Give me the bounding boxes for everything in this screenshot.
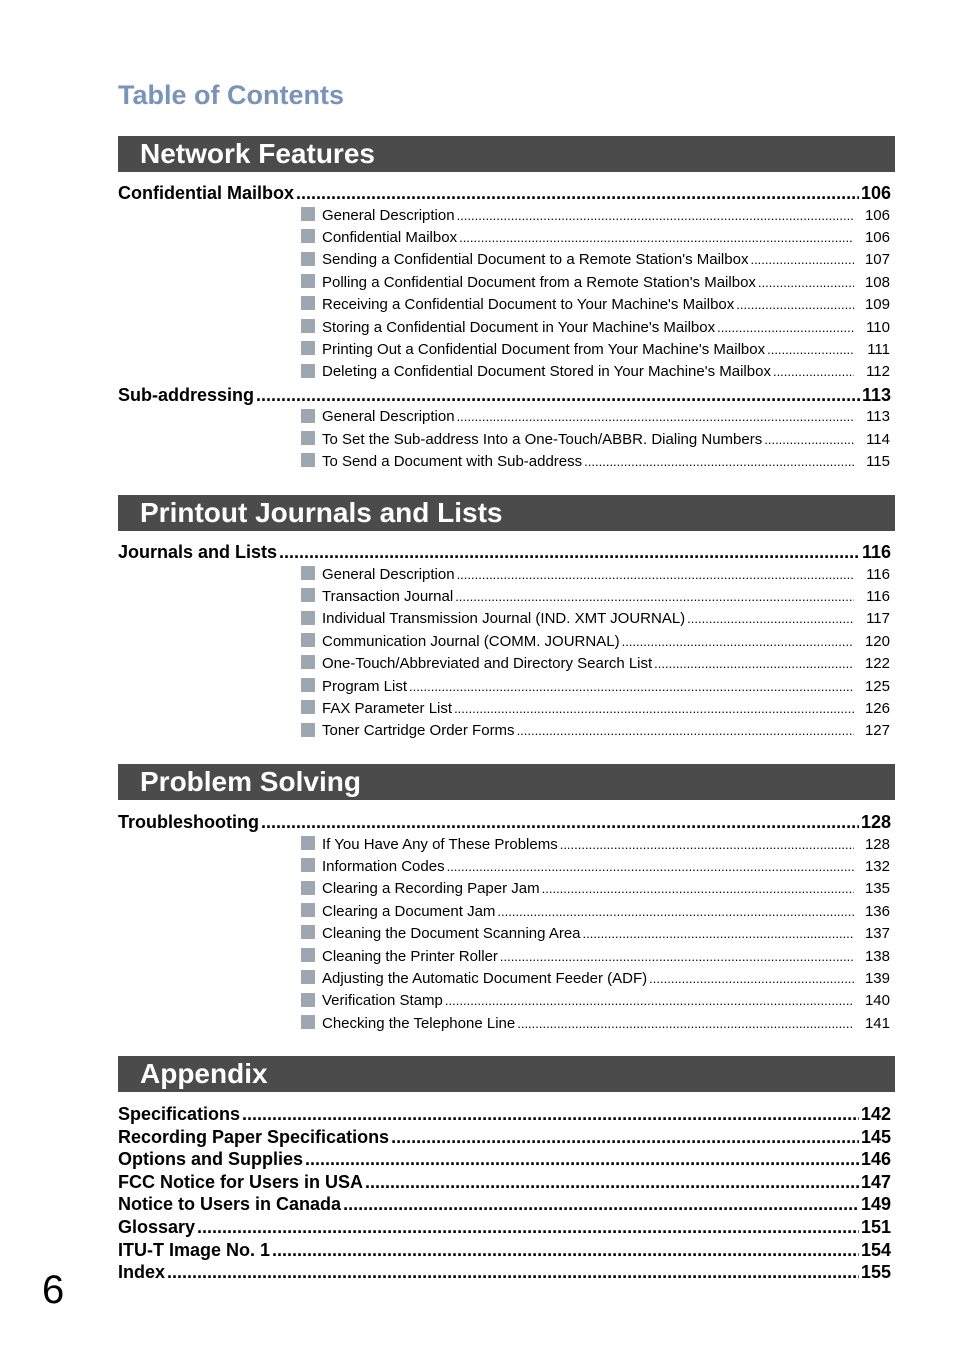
toc-entry[interactable] <box>118 1193 891 1216</box>
toc-entry-title: Index <box>118 1262 166 1283</box>
toc-subentry-title: Printing Out a Confidential Document from Your Machine's Mailbox <box>322 340 766 358</box>
square-bullet-icon <box>301 970 315 984</box>
toc-subentry-page: 111 <box>867 340 890 358</box>
toc-entry[interactable] <box>118 182 891 205</box>
square-bullet-icon <box>301 858 315 872</box>
dot-leader <box>391 1126 859 1149</box>
toc-subentry-title: Cleaning the Document Scanning Area <box>322 925 581 943</box>
section-header: Problem Solving <box>118 764 895 800</box>
toc-subentry-page: 116 <box>866 565 890 583</box>
toc-subentry-page: 138 <box>864 947 890 965</box>
square-bullet-icon <box>301 836 315 850</box>
dot-leader <box>256 384 860 407</box>
section-header: Network Features <box>118 136 895 172</box>
toc-subentry[interactable] <box>301 856 890 878</box>
square-bullet-icon <box>301 1015 315 1029</box>
dot-leader <box>750 249 854 271</box>
toc-subentry-page: 132 <box>864 857 890 875</box>
dot-leader <box>455 586 854 608</box>
toc-subentry-title: Receiving a Confidential Document to Your Machine's Mailbox <box>322 296 735 314</box>
toc-entry[interactable] <box>118 811 891 834</box>
dot-leader <box>445 990 854 1012</box>
dot-leader <box>454 698 854 720</box>
toc-subentry[interactable] <box>301 834 890 856</box>
toc-entry[interactable] <box>118 1239 891 1262</box>
toc-entry[interactable] <box>118 541 891 564</box>
toc-subentry-page: 135 <box>864 880 890 898</box>
dot-leader <box>261 811 859 834</box>
toc-entry[interactable] <box>118 1261 891 1284</box>
dot-leader <box>736 294 854 316</box>
toc-subentry-title: Storing a Confidential Document in Your Machine's Mailbox <box>322 318 716 336</box>
toc-entry-title: Recording Paper Specifications <box>118 1126 390 1147</box>
square-bullet-icon <box>301 588 315 602</box>
toc-entry[interactable] <box>118 1148 891 1171</box>
toc-entry-title: Troubleshooting <box>118 812 259 832</box>
toc-subentry-title: Deleting a Confidential Document Stored in Your Machine's Mailbox <box>322 363 771 381</box>
toc-entry-title: Sub-addressing <box>118 384 255 405</box>
toc-subentry-page: 116 <box>866 587 890 605</box>
toc-subentry-page: 139 <box>864 969 890 987</box>
dot-leader <box>717 317 854 339</box>
toc-subentry-title: Individual Transmission Journal (IND. XMT JOURNAL) <box>322 610 686 628</box>
dot-leader <box>457 406 854 428</box>
toc-subentry-title: Sending a Confidential Document to a Remote Station's Mailbox <box>322 251 749 269</box>
dot-leader <box>296 182 859 205</box>
toc-entry[interactable] <box>118 1216 891 1239</box>
toc-subentry-page: 107 <box>864 251 890 269</box>
toc-subentry-page: 136 <box>864 902 890 920</box>
dot-leader <box>457 564 854 586</box>
toc-entry-page: 155 <box>860 1262 891 1283</box>
dot-leader <box>654 653 854 675</box>
page-title: Table of Contents <box>118 80 344 110</box>
dot-leader <box>447 856 854 878</box>
toc-subentry-title: If You Have Any of These Problems <box>322 835 558 853</box>
toc-subentry-title: Checking the Telephone Line <box>322 1014 516 1032</box>
dot-leader <box>687 608 854 630</box>
toc-subentry-title: Transaction Journal <box>322 587 454 605</box>
toc-subentry[interactable] <box>301 249 890 271</box>
toc-entry-title: Specifications <box>118 1104 241 1124</box>
toc-subentry-title: Communication Journal (COMM. JOURNAL) <box>322 632 620 650</box>
toc-subentry[interactable] <box>301 294 890 316</box>
dot-leader <box>457 205 854 227</box>
square-bullet-icon <box>301 633 315 647</box>
square-bullet-icon <box>301 431 315 445</box>
toc-subentry-title: Toner Cartridge Order Forms <box>322 722 515 740</box>
dot-leader <box>767 339 854 361</box>
section-problem-solving <box>118 764 895 1035</box>
square-bullet-icon <box>301 364 315 378</box>
dot-leader <box>279 541 860 564</box>
toc-entry-title: Options and Supplies <box>118 1149 304 1170</box>
square-bullet-icon <box>301 678 315 692</box>
square-bullet-icon <box>301 723 315 737</box>
toc-subentry[interactable] <box>301 451 890 473</box>
page-number: 6 <box>42 1268 65 1312</box>
toc-subentry-page: 140 <box>864 992 890 1010</box>
toc-subentry-page: 106 <box>864 228 890 246</box>
toc-entry-page: 128 <box>860 812 891 832</box>
toc-entry-page: 145 <box>860 1126 891 1147</box>
dot-leader <box>497 901 854 923</box>
dot-leader <box>764 429 854 451</box>
toc-subentry-title: Program List <box>322 677 408 695</box>
square-bullet-icon <box>301 319 315 333</box>
dot-leader <box>517 1013 854 1035</box>
toc-entry-page: 149 <box>860 1194 891 1215</box>
toc-subentry-page: 126 <box>864 699 890 717</box>
square-bullet-icon <box>301 925 315 939</box>
square-bullet-icon <box>301 903 315 917</box>
toc-subentry[interactable] <box>301 923 890 945</box>
toc-subentry-title: General Description <box>322 565 455 583</box>
square-bullet-icon <box>301 229 315 243</box>
toc-subentry-page: 117 <box>866 610 890 628</box>
toc-subentry[interactable] <box>301 1013 890 1035</box>
dot-leader <box>305 1148 859 1171</box>
dot-leader <box>459 227 854 249</box>
dot-leader <box>758 272 854 294</box>
toc-subentry-page: 128 <box>864 835 890 853</box>
toc-subentry[interactable] <box>301 878 890 900</box>
toc-subentry[interactable] <box>301 272 890 294</box>
toc-entry-title: Notice to Users in Canada <box>118 1194 342 1215</box>
dot-leader <box>584 451 854 473</box>
square-bullet-icon <box>301 207 315 221</box>
square-bullet-icon <box>301 700 315 714</box>
toc-entry-page: 142 <box>860 1104 891 1124</box>
toc-subentry[interactable] <box>301 564 890 586</box>
toc-subentry[interactable] <box>301 317 890 339</box>
toc-entry-title: FCC Notice for Users in USA <box>118 1171 364 1192</box>
toc-entry[interactable] <box>118 384 891 407</box>
toc-subentry-title: Cleaning the Printer Roller <box>322 947 498 965</box>
toc-subentry-title: Adjusting the Automatic Document Feeder (ADF) <box>322 969 648 987</box>
dot-leader <box>649 968 854 990</box>
toc-entry-page: 113 <box>861 384 891 405</box>
toc-subentry-page: 110 <box>866 318 890 336</box>
square-bullet-icon <box>301 296 315 310</box>
toc-subentry-page: 106 <box>864 206 890 224</box>
toc-subentry-page: 137 <box>864 925 890 943</box>
toc-entry-page: 106 <box>860 183 891 203</box>
toc-subentry-page: 109 <box>864 296 890 314</box>
toc-subentry[interactable] <box>301 227 890 249</box>
square-bullet-icon <box>301 611 315 625</box>
toc-subentry[interactable] <box>301 990 890 1012</box>
square-bullet-icon <box>301 881 315 895</box>
section-appendix <box>118 1056 895 1284</box>
toc-entry-page: 147 <box>860 1171 891 1192</box>
toc-subentry-title: General Description <box>322 206 455 224</box>
square-bullet-icon <box>301 993 315 1007</box>
dot-leader <box>272 1239 859 1262</box>
square-bullet-icon <box>301 341 315 355</box>
toc-subentry[interactable] <box>301 205 890 227</box>
toc-entry-page: 116 <box>861 542 891 562</box>
dot-leader <box>365 1171 859 1194</box>
section-header: Printout Journals and Lists <box>118 495 895 531</box>
dot-leader <box>773 361 854 383</box>
toc-subentry[interactable] <box>301 631 890 653</box>
toc-entry-title: Journals and Lists <box>118 542 278 562</box>
toc-entry-page: 146 <box>860 1149 891 1170</box>
toc-subentry-page: 120 <box>864 632 890 650</box>
section-network-features <box>118 136 895 473</box>
toc-subentry-page: 141 <box>864 1014 890 1032</box>
toc-subentry[interactable] <box>301 608 890 630</box>
toc-subentry-title: Clearing a Document Jam <box>322 902 496 920</box>
dot-leader <box>542 878 854 900</box>
toc-subentry[interactable] <box>301 676 890 698</box>
toc-subentry-title: Verification Stamp <box>322 992 443 1010</box>
dot-leader <box>343 1193 859 1216</box>
toc-subentry[interactable] <box>301 406 890 428</box>
toc-subentry[interactable] <box>301 586 890 608</box>
square-bullet-icon <box>301 948 315 962</box>
dot-leader <box>409 676 854 698</box>
toc-subentry-title: Clearing a Recording Paper Jam <box>322 880 540 898</box>
toc-subentry[interactable] <box>301 429 890 451</box>
toc-subentry[interactable] <box>301 901 890 923</box>
dot-leader <box>583 923 854 945</box>
toc-subentry[interactable] <box>301 720 890 742</box>
toc-subentry[interactable] <box>301 653 890 675</box>
toc-entry-page: 154 <box>860 1239 891 1260</box>
section-printout-journals-and-lists <box>118 495 895 743</box>
toc-entry[interactable] <box>118 1126 891 1149</box>
toc-entry-page: 151 <box>860 1216 891 1237</box>
toc-subentry-page: 115 <box>866 453 890 471</box>
toc-subentry[interactable] <box>301 968 890 990</box>
toc-entry[interactable] <box>118 1171 891 1194</box>
dot-leader <box>517 720 854 742</box>
toc-subentry-page: 114 <box>866 430 890 448</box>
dot-leader <box>167 1261 859 1284</box>
toc-subentry-page: 113 <box>866 408 890 426</box>
square-bullet-icon <box>301 453 315 467</box>
toc-subentry[interactable] <box>301 698 890 720</box>
square-bullet-icon <box>301 274 315 288</box>
dot-leader <box>500 946 854 968</box>
toc-entry-title: ITU-T Image No. 1 <box>118 1239 271 1260</box>
toc-entry-title: Glossary <box>118 1216 196 1237</box>
toc-subentry[interactable] <box>301 339 890 361</box>
toc-subentry-title: General Description <box>322 408 455 426</box>
toc-subentry-title: To Send a Document with Sub-address <box>322 453 583 471</box>
dot-leader <box>560 834 854 856</box>
section-header: Appendix <box>118 1056 895 1092</box>
toc-subentry[interactable] <box>301 946 890 968</box>
toc-subentry-title: Polling a Confidential Document from a Remote Station's Mailbox <box>322 273 756 291</box>
dot-leader <box>197 1216 859 1239</box>
toc-subentry-page: 112 <box>866 363 890 381</box>
toc-subentry-page: 108 <box>864 273 890 291</box>
toc-subentry-page: 127 <box>864 722 890 740</box>
toc-subentry-page: 122 <box>864 655 890 673</box>
toc-entry-title: Confidential Mailbox <box>118 183 295 203</box>
square-bullet-icon <box>301 409 315 423</box>
square-bullet-icon <box>301 566 315 580</box>
toc-subentry[interactable] <box>301 361 890 383</box>
square-bullet-icon <box>301 252 315 266</box>
square-bullet-icon <box>301 655 315 669</box>
toc-subentry-title: FAX Parameter List <box>322 699 453 717</box>
toc-subentry-title: Confidential Mailbox <box>322 228 458 246</box>
toc-subentry-page: 125 <box>864 677 890 695</box>
dot-leader <box>242 1103 859 1126</box>
toc-subentry-title: Information Codes <box>322 857 445 875</box>
dot-leader <box>622 631 854 653</box>
toc-subentry-title: To Set the Sub-address Into a One-Touch/ABBR. Dialing Numbers <box>322 430 763 448</box>
toc-subentry-title: One-Touch/Abbreviated and Directory Search List <box>322 655 653 673</box>
toc-entry[interactable] <box>118 1103 891 1126</box>
